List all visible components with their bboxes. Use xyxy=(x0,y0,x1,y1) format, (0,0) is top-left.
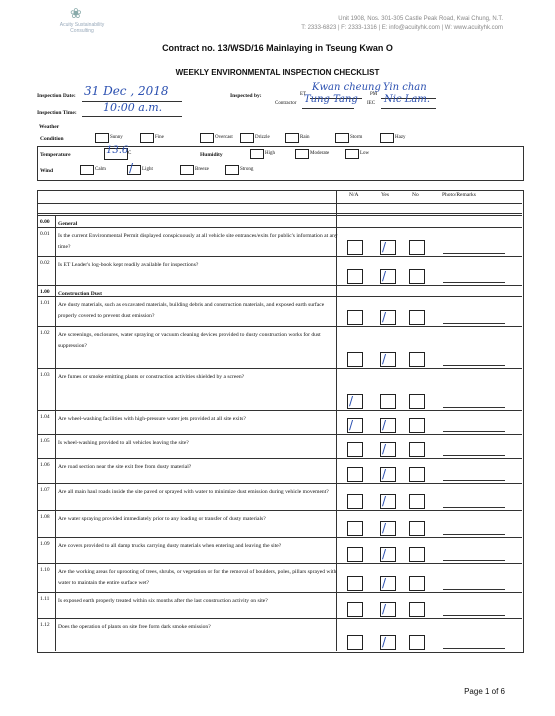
tick-mark: / xyxy=(382,240,387,254)
item-number: 1.00 xyxy=(40,289,50,295)
item-number: 1.10 xyxy=(40,567,50,573)
checkbox-na[interactable] xyxy=(347,635,363,650)
temperature-label: Temperature xyxy=(40,152,71,158)
item-number: 0.00 xyxy=(40,219,50,225)
remarks-line[interactable] xyxy=(443,323,505,324)
checkbox-na[interactable] xyxy=(347,442,363,457)
logo-text: Acuity Sustainability Consulting xyxy=(59,22,105,34)
remarks-line[interactable] xyxy=(443,615,505,616)
checkbox-na[interactable] xyxy=(347,240,363,255)
tick-mark: / xyxy=(382,269,387,283)
item-text: Construction Dust xyxy=(58,291,102,297)
remarks-line[interactable] xyxy=(443,648,505,649)
wind-checkbox-strong[interactable] xyxy=(225,165,239,175)
wind-option-calm: Calm xyxy=(95,167,106,172)
table-row xyxy=(37,483,522,511)
wind-checkbox-calm[interactable] xyxy=(80,165,94,175)
item-text: Are all main haul roads inside the site paved or sprayed with water to minimize dust emission during vehicle movement? xyxy=(58,489,329,495)
item-number: 0.02 xyxy=(40,260,50,266)
condition-option-sunny: Sunny xyxy=(110,135,123,140)
checkbox-no[interactable] xyxy=(409,240,425,255)
checkbox-na[interactable] xyxy=(347,494,363,509)
item-text: Does the operation of plants on site free form dark smoke emission? xyxy=(58,624,211,630)
checkbox-na[interactable] xyxy=(347,576,363,591)
checkbox-yes[interactable] xyxy=(380,240,396,255)
col-yes: Yes xyxy=(381,192,390,198)
table-row xyxy=(37,458,522,484)
checkbox-no[interactable] xyxy=(409,602,425,617)
humidity-checkbox-moderate[interactable] xyxy=(295,149,309,159)
condition-option-hazy: Hazy xyxy=(395,135,406,140)
item-text: Are fumes or smoke emitting plants or construction activities shielded by a screen? xyxy=(58,374,245,380)
condition-option-overcast: Overcast xyxy=(215,135,233,140)
checkbox-no[interactable] xyxy=(409,418,425,433)
checkbox-yes[interactable] xyxy=(380,635,396,650)
time-underline xyxy=(82,116,182,117)
checkbox-na[interactable] xyxy=(347,310,363,325)
checkbox-no[interactable] xyxy=(409,310,425,325)
checkbox-na[interactable] xyxy=(347,547,363,562)
iec-value: Nic Lam. xyxy=(384,94,430,105)
item-text: Is ET Leader's log-book kept readily available for inspections? xyxy=(58,262,199,268)
item-number: 1.09 xyxy=(40,541,50,547)
item-number: 1.08 xyxy=(40,514,50,520)
checkbox-yes[interactable] xyxy=(380,521,396,536)
condition-checkbox-sunny[interactable] xyxy=(95,133,109,143)
checkbox-no[interactable] xyxy=(409,576,425,591)
et-label: ET xyxy=(300,92,307,97)
checkbox-yes[interactable] xyxy=(380,418,396,433)
checkbox-yes[interactable] xyxy=(380,494,396,509)
remarks-line[interactable] xyxy=(443,560,505,561)
weather-title: Weather xyxy=(39,124,60,130)
humidity-option-moderate: Moderate xyxy=(310,151,330,156)
company-contact: T: 2333-6823 | F: 2333-1316 | E: info@acuityhk.com | W: www.acuityhk.com xyxy=(301,25,503,31)
wind-checkbox-breeze[interactable] xyxy=(180,165,194,175)
tick-mark: / xyxy=(382,547,387,561)
table-row xyxy=(37,434,522,459)
checkbox-no[interactable] xyxy=(409,547,425,562)
checkbox-yes[interactable] xyxy=(380,310,396,325)
inspection-time-label: Inspection Time: xyxy=(37,110,77,116)
inspection-time-value: 10:00 a.m. xyxy=(103,101,163,114)
humidity-option-low: Low xyxy=(360,151,370,156)
contractor-underline xyxy=(302,108,354,109)
remarks-line[interactable] xyxy=(443,480,505,481)
table-row xyxy=(37,326,522,369)
item-number: 1.05 xyxy=(40,438,50,444)
item-number: 1.04 xyxy=(40,414,50,420)
wind-checkbox-light[interactable] xyxy=(127,161,141,175)
item-text: Is the current Environmental Permit displayed conspicuously at all vehicle site entrances/exits for public's information at any time? xyxy=(58,233,338,250)
table-row xyxy=(37,510,522,538)
tick-mark: / xyxy=(382,352,387,366)
tick-mark: / xyxy=(382,521,387,535)
iec-label: IEC xyxy=(367,101,376,106)
remarks-line[interactable] xyxy=(443,589,505,590)
col-no: No xyxy=(412,192,419,198)
wind-label: Wind xyxy=(40,168,54,174)
checkbox-no[interactable] xyxy=(409,269,425,284)
checklist-title: WEEKLY ENVIRONMENTAL INSPECTION CHECKLIST xyxy=(175,68,380,77)
tick-mark: / xyxy=(382,602,387,616)
checkbox-na[interactable] xyxy=(347,418,363,433)
tick-mark: / xyxy=(382,494,387,508)
remarks-line[interactable] xyxy=(443,534,505,535)
condition-label: Condition xyxy=(40,136,64,142)
checkbox-no[interactable] xyxy=(409,352,425,367)
temperature-unit: C xyxy=(128,151,132,156)
contractor-label: Contractor xyxy=(275,101,297,106)
tick-mark: / xyxy=(349,394,354,408)
tick-mark: / xyxy=(382,442,387,456)
remarks-line[interactable] xyxy=(443,365,505,366)
wind-option-breeze: Breeze xyxy=(195,167,209,172)
header-double-rule xyxy=(37,213,522,214)
item-text: Is exposed earth properly treated within six months after the last construction activity on site? xyxy=(58,598,268,604)
tick-mark: / xyxy=(129,161,134,175)
item-number: 1.07 xyxy=(40,487,50,493)
item-text: Are the working areas for uprooting of trees, shrubs, or vegetation or for the removal of boulders, poles, pillars sprayed with water to maintain the entire surface wet? xyxy=(58,569,337,586)
table-row xyxy=(37,296,522,327)
remarks-line[interactable] xyxy=(443,431,505,432)
item-number: 1.01 xyxy=(40,300,50,306)
remarks-line[interactable] xyxy=(443,407,505,408)
item-number: 1.11 xyxy=(40,596,50,602)
checkbox-na[interactable] xyxy=(347,352,363,367)
item-text: Are covers provided to all damp trucks carrying dusty materials when entering and leaving the site? xyxy=(58,543,282,549)
checkbox-no[interactable] xyxy=(409,442,425,457)
item-number: 1.03 xyxy=(40,372,50,378)
checkbox-na[interactable] xyxy=(347,467,363,482)
humidity-option-high: High xyxy=(265,151,275,156)
inspection-date-label: Inspection Date: xyxy=(37,93,76,99)
col-na: N/A xyxy=(349,192,359,198)
item-text: Are screenings, enclosures, water spraying or vacuum cleaning devices provided to dusty construction works for dust suppression? xyxy=(58,332,321,349)
iec-underline xyxy=(381,108,436,109)
company-logo xyxy=(52,6,112,38)
condition-option-drizzle: Drizzle xyxy=(255,135,270,140)
humidity-checkbox-low[interactable] xyxy=(345,149,359,159)
checkbox-no[interactable] xyxy=(409,394,425,409)
table-row xyxy=(37,537,522,564)
wind-option-strong: Strong xyxy=(240,167,254,172)
checkbox-yes[interactable] xyxy=(380,602,396,617)
tick-mark: / xyxy=(349,418,354,432)
checkbox-na[interactable] xyxy=(347,521,363,536)
table-row xyxy=(37,227,522,257)
logo-icon: ❀ xyxy=(70,6,82,22)
checkbox-yes[interactable] xyxy=(380,547,396,562)
item-number: 1.02 xyxy=(40,330,50,336)
table-row xyxy=(37,618,522,652)
condition-checkbox-overcast[interactable] xyxy=(200,133,214,143)
item-text: Are wheel-washing facilities with high-pressure water jets provided at all site exits? xyxy=(58,416,246,422)
condition-option-storm: Storm xyxy=(350,135,363,140)
checkbox-yes[interactable] xyxy=(380,576,396,591)
et-value: Kwan cheung xyxy=(312,82,381,93)
contract-title: Contract no. 13/WSD/16 Mainlaying in Tseung Kwan O xyxy=(162,43,393,53)
checkbox-no[interactable] xyxy=(409,521,425,536)
item-text: Are dusty materials, such as excavated materials, building debris and construction materials, and exposed earth surface properly covered to prevent dust emission? xyxy=(58,302,325,319)
pm-label: PM xyxy=(370,92,378,97)
humidity-checkbox-high[interactable] xyxy=(250,149,264,159)
condition-checkbox-drizzle[interactable] xyxy=(240,133,254,143)
table-row xyxy=(37,368,522,411)
table-row xyxy=(37,410,522,435)
checkbox-no[interactable] xyxy=(409,494,425,509)
checkbox-no[interactable] xyxy=(409,467,425,482)
contractor-value: Tung Tang xyxy=(304,94,358,105)
temperature-value: 13.6 xyxy=(106,145,129,156)
tick-mark: / xyxy=(382,576,387,590)
checkbox-yes[interactable] xyxy=(380,394,396,409)
checkbox-yes[interactable] xyxy=(380,269,396,284)
item-text: Are water spraying provided immediately prior to any loading or transfer of dusty materials? xyxy=(58,516,266,522)
condition-checkbox-hazy[interactable] xyxy=(380,133,394,143)
checkbox-yes[interactable] xyxy=(380,352,396,367)
item-text: General xyxy=(58,221,78,227)
company-address: Unit 1908, Nos. 301-305 Castle Peak Road, Kwai Chung, N.T. xyxy=(338,16,503,22)
condition-checkbox-rain[interactable] xyxy=(285,133,299,143)
checkbox-no[interactable] xyxy=(409,635,425,650)
checkbox-na[interactable] xyxy=(347,602,363,617)
remarks-line[interactable] xyxy=(443,507,505,508)
pm-value: Yin chan xyxy=(383,82,427,93)
col-photo-remarks: Photo/Remarks xyxy=(442,192,476,198)
item-text: Are road section near the site exit free from dusty material? xyxy=(58,464,192,470)
item-number: 1.12 xyxy=(40,622,50,628)
condition-checkbox-storm[interactable] xyxy=(335,133,349,143)
humidity-label: Humidity xyxy=(200,152,223,158)
tick-mark: / xyxy=(382,310,387,324)
inspected-by-label: Inspected by: xyxy=(230,93,262,99)
remarks-line[interactable] xyxy=(443,455,505,456)
table-row xyxy=(37,256,522,286)
tick-mark: / xyxy=(382,467,387,481)
checkbox-na[interactable] xyxy=(347,394,363,409)
table-row xyxy=(37,563,522,593)
item-text: Is wheel-washing provided to all vehicles leaving the site? xyxy=(58,440,189,446)
remarks-line[interactable] xyxy=(443,282,505,283)
checkbox-na[interactable] xyxy=(347,269,363,284)
condition-option-rain: Rain xyxy=(300,135,310,140)
table-row xyxy=(37,592,522,619)
inspection-date-value: 31 Dec , 2018 xyxy=(84,84,169,98)
tick-mark: / xyxy=(382,418,387,432)
wind-option-light: Light xyxy=(142,167,153,172)
checkbox-yes[interactable] xyxy=(380,467,396,482)
condition-checkbox-fine[interactable] xyxy=(140,133,154,143)
tick-mark: / xyxy=(382,635,387,649)
condition-option-fine: Fine xyxy=(155,135,164,140)
header-bottom-rule xyxy=(37,203,522,204)
page-number: Page 1 of 6 xyxy=(464,687,505,696)
checkbox-yes[interactable] xyxy=(380,442,396,457)
item-number: 1.06 xyxy=(40,462,50,468)
remarks-line[interactable] xyxy=(443,253,505,254)
item-number: 0.01 xyxy=(40,231,50,237)
